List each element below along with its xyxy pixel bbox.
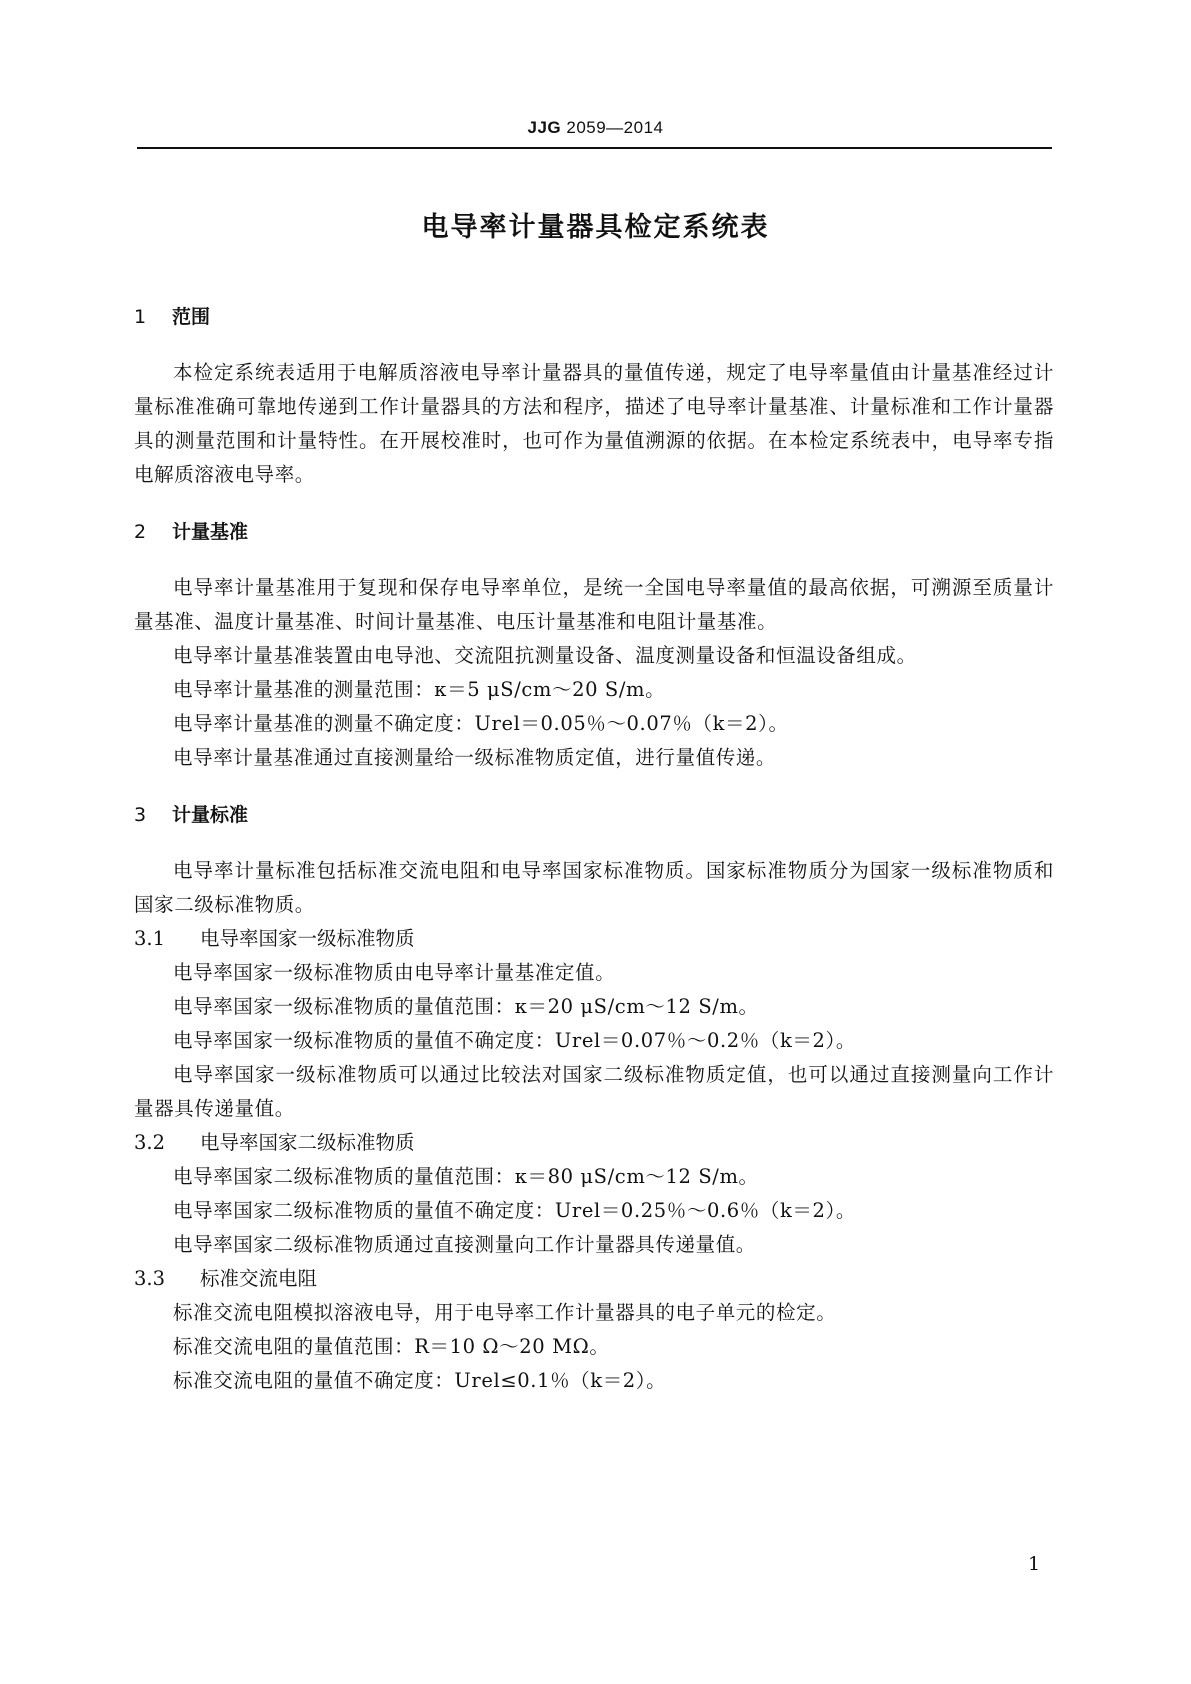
page-number: 1 <box>1028 1553 1041 1575</box>
paragraph: 电导率计量基准装置由电导池、交流阻抗测量设备、温度测量设备和恒温设备组成。 <box>173 644 917 667</box>
subsection-3-2-heading <box>134 1126 1054 1160</box>
paragraph: 标准交流电阻模拟溶液电导，用于电导率工作计量器具的电子单元的检定。 <box>173 1301 837 1324</box>
section-2-heading <box>134 515 1054 549</box>
header-divider <box>137 147 1052 149</box>
section-1-heading <box>134 300 1054 334</box>
section-number: 2 <box>134 521 147 543</box>
paragraph: 电导率国家二级标准物质通过直接测量向工作计量器具传递量值。 <box>173 1233 756 1256</box>
document-body <box>134 300 1054 1398</box>
paragraph: 电导率国家一级标准物质由电导率计量基准定值。 <box>173 961 616 984</box>
paragraph: 电导率国家一级标准物质的量值不确定度：Urel＝0.07％～0.2％（k＝2）。 <box>173 1029 856 1052</box>
paragraph: 电导率国家一级标准物质可以通过比较法对国家二级标准物质定值，也可以通过直接测量向工作计量器具传递量值。 <box>134 1063 1054 1120</box>
subsection-title: 电导率国家一级标准物质 <box>200 927 415 950</box>
subsection-number: 3.1 <box>134 927 166 950</box>
section-title: 范围 <box>172 306 211 328</box>
paragraph: 电导率计量基准的测量范围：κ＝5 μS/cm～20 S/m。 <box>173 678 666 701</box>
standard-code-number: 2059—2014 <box>566 118 664 137</box>
standard-code-prefix: JJG <box>527 118 562 137</box>
subsection-title: 电导率国家二级标准物质 <box>200 1131 415 1154</box>
paragraph: 电导率国家二级标准物质的量值不确定度：Urel＝0.25％～0.6％（k＝2）。 <box>173 1199 856 1222</box>
section-3-heading <box>134 798 1054 832</box>
paragraph: 标准交流电阻的量值不确定度：Urel≤0.1％（k＝2）。 <box>173 1369 667 1392</box>
section-number: 1 <box>134 306 147 328</box>
section-number: 3 <box>134 804 147 826</box>
paragraph: 电导率计量标准包括标准交流电阻和电导率国家标准物质。国家标准物质分为国家一级标准物质和国家二级标准物质。 <box>134 859 1054 916</box>
subsection-3-3-heading <box>134 1262 1054 1296</box>
section-title: 计量基准 <box>172 521 249 543</box>
standard-code <box>0 118 1191 138</box>
subsection-3-1-heading <box>134 922 1054 956</box>
section-title: 计量标准 <box>172 804 249 826</box>
paragraph: 电导率计量基准的测量不确定度：Urel＝0.05％～0.07％（k＝2）。 <box>173 712 789 735</box>
subsection-number: 3.2 <box>134 1131 166 1154</box>
paragraph: 电导率国家一级标准物质的量值范围：κ＝20 μS/cm～12 S/m。 <box>173 995 759 1018</box>
paragraph: 电导率计量基准通过直接测量给一级标准物质定值，进行量值传递。 <box>173 746 777 769</box>
document-title: 电导率计量器具检定系统表 <box>421 212 770 243</box>
subsection-number: 3.3 <box>134 1267 166 1290</box>
paragraph: 电导率国家二级标准物质的量值范围：κ＝80 μS/cm～12 S/m。 <box>173 1165 759 1188</box>
subsection-title: 标准交流电阻 <box>200 1267 318 1290</box>
paragraph: 电导率计量基准用于复现和保存电导率单位，是统一全国电导率量值的最高依据，可溯源至质量计量基准、温度计量基准、时间计量基准、电压计量基准和电阻计量基准。 <box>134 576 1054 633</box>
paragraph: 本检定系统表适用于电解质溶液电导率计量器具的量值传递，规定了电导率量值由计量基准经过计量标准准确可靠地传递到工作计量器具的方法和程序，描述了电导率计量基准、计量标准和工作计量器具的测量范围和计量特性。在开展校准时，也可作为量值溯源的依据。在本检定系统表中，电导率专指电解质溶液电导率。 <box>134 361 1054 486</box>
paragraph: 标准交流电阻的量值范围：R＝10 Ω～20 MΩ。 <box>173 1335 610 1358</box>
